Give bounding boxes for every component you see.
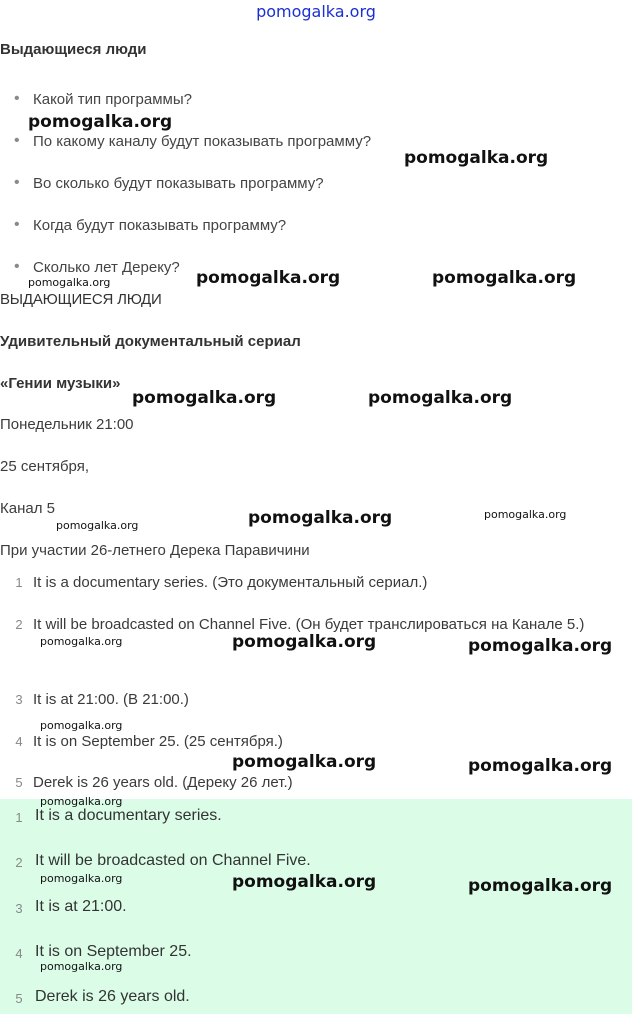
advert-subtitle: Удивительный документальный сериал [0,333,301,350]
watermark: pomogalka.org [40,635,123,648]
bullet-icon: • [14,258,20,275]
question-text: Во сколько будут показывать программу? [33,175,324,192]
watermark: pomogalka.org [40,872,123,885]
question-text: По какому каналу будут показывать программу? [33,133,372,150]
watermark: pomogalka.org [432,268,577,288]
question-text: Когда будут показывать программу? [33,217,287,234]
answer-number: 4 [15,734,23,749]
watermark: pomogalka.org [196,268,341,288]
watermark: pomogalka.org [232,752,377,772]
answer-number: 3 [15,692,23,707]
answer-text: Derek is 26 years old. (Дереку 26 лет.) [33,774,293,791]
bullet-icon: • [14,174,20,191]
watermark: pomogalka.org [232,872,377,892]
watermark: pomogalka.org [484,508,567,521]
question-text: Какой тип программы? [33,91,192,108]
answer-text: It is at 21:00. (В 21:00.) [33,691,189,708]
answer-text: It is a documentary series. [35,807,222,824]
watermark: pomogalka.org [132,388,277,408]
answer-text: Derek is 26 years old. [35,988,190,1005]
question-text: Сколько лет Дереку? [33,259,180,276]
bullet-icon: • [14,132,20,149]
answer-number: 4 [15,946,23,961]
answer-number: 1 [15,575,23,590]
watermark: pomogalka.org [468,876,613,896]
advert-time: Понедельник 21:00 [0,416,134,433]
answer-number: 1 [15,810,23,825]
watermark: pomogalka.org [28,112,173,132]
watermark: pomogalka.org [40,719,123,732]
watermark: pomogalka.org [404,148,549,168]
advert-upper-title: ВЫДАЮЩИЕСЯ ЛЮДИ [0,291,162,308]
watermark: pomogalka.org [232,632,377,652]
answer-text: It is a documentary series. (Это документальный сериал.) [33,574,428,591]
advert-series-name: «Гении музыки» [0,375,121,392]
watermark: pomogalka.org [28,276,111,289]
watermark: pomogalka.org [468,756,613,776]
advert-date: 25 сентября, [0,458,90,475]
answer-text: It is at 21:00. [35,898,127,915]
watermark: pomogalka.org [56,519,139,532]
answer-number: 2 [15,855,23,870]
bullet-icon: • [14,216,20,233]
answer-number: 3 [15,901,23,916]
answer-number: 5 [15,775,23,790]
section-title: Выдающиеся люди [0,41,147,58]
answer-text: It is on September 25. [35,943,192,960]
answer-text: It will be broadcasted on Channel Five. (Он будет транслироваться на Канале 5.) [33,616,585,633]
watermark: pomogalka.org [468,636,613,656]
watermark: pomogalka.org [40,960,123,973]
answer-text: It is on September 25. (25 сентября.) [33,733,283,750]
watermark: pomogalka.org [368,388,513,408]
site-header-link[interactable]: pomogalka.org [256,2,376,21]
advert-channel: Канал 5 [0,500,55,517]
answer-number: 2 [15,617,23,632]
advert-starring: При участии 26-летнего Дерека Паравичини [0,542,310,559]
watermark: pomogalka.org [248,508,393,528]
answer-box [0,799,632,1014]
watermark: pomogalka.org [40,795,123,808]
answer-number: 5 [15,991,23,1006]
answer-text: It will be broadcasted on Channel Five. [35,852,311,869]
bullet-icon: • [14,90,20,107]
